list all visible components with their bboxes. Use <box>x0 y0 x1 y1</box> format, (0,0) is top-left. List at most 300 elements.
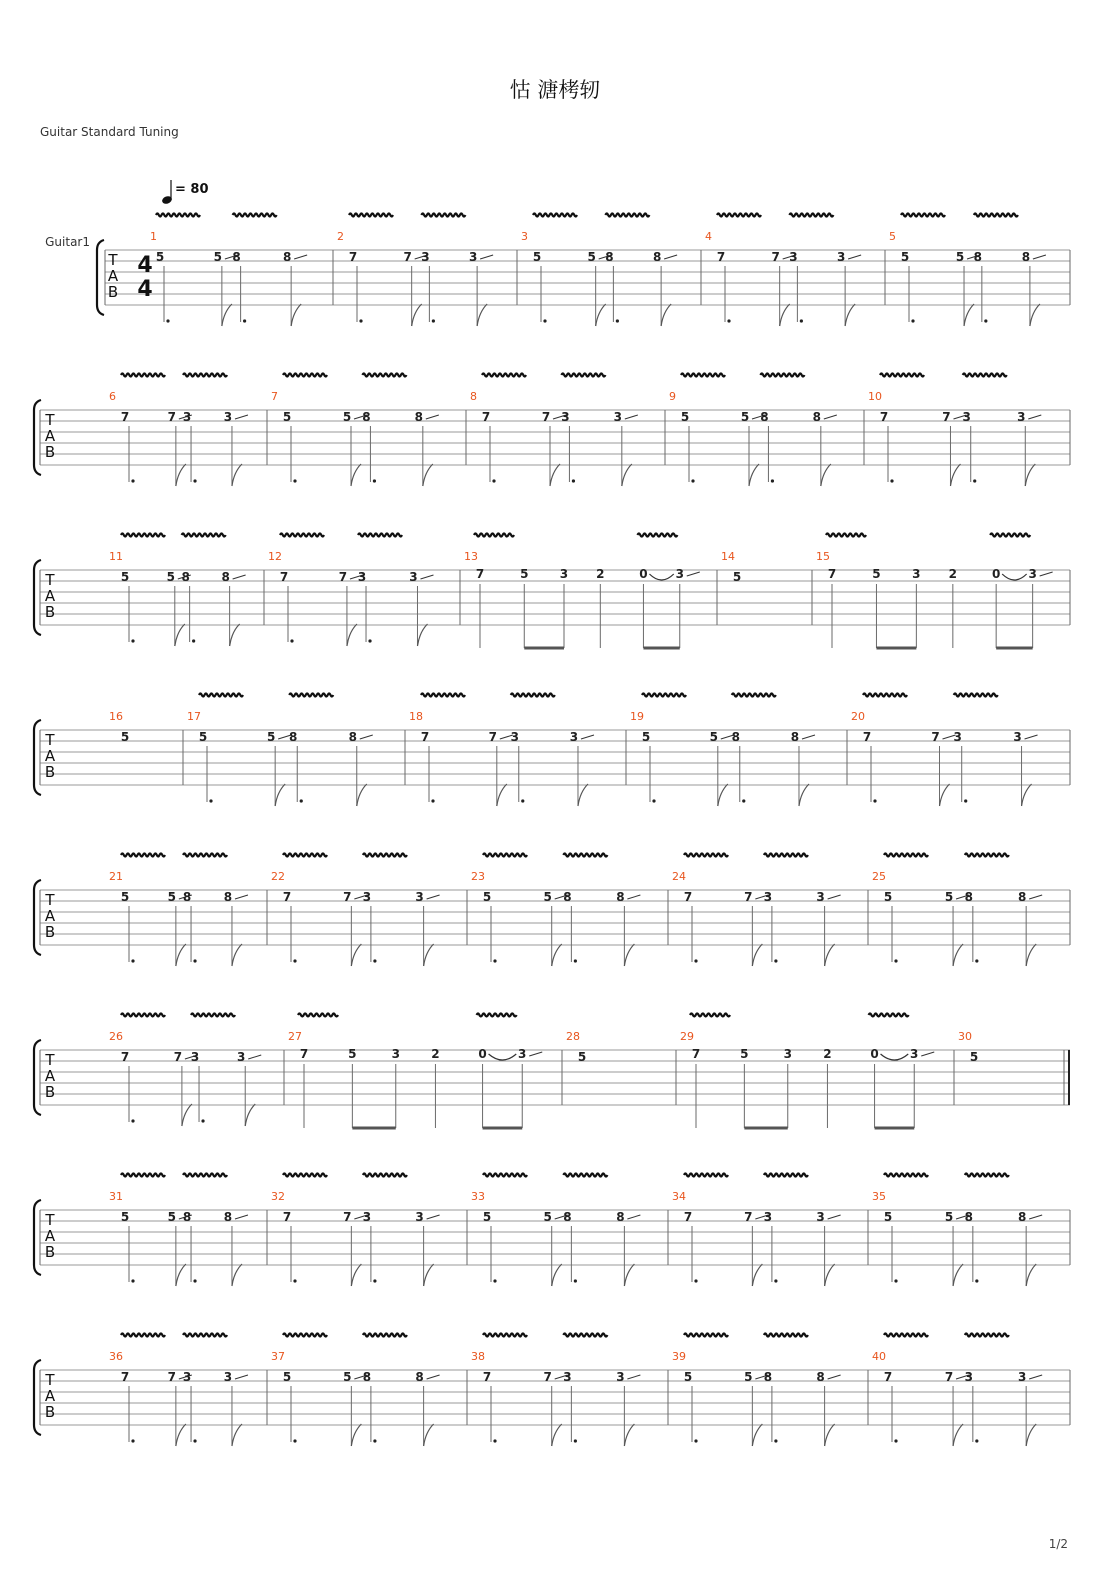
fret-number: 3 <box>1017 410 1026 424</box>
eighth-flag <box>953 944 963 966</box>
fret-number: 7 <box>541 410 551 424</box>
fret-number: 3 <box>518 1047 527 1061</box>
eighth-flag <box>940 784 950 806</box>
fret-number: 8 <box>182 890 192 904</box>
vibrato-mark <box>690 1014 730 1017</box>
measure-number: 34 <box>672 1190 686 1203</box>
fret-number: 5 <box>641 730 651 744</box>
eighth-flag <box>176 1424 186 1446</box>
fret-number: 5 <box>343 1370 352 1384</box>
fret-number: 3 <box>836 250 846 264</box>
fret-number: 7 <box>120 1050 130 1064</box>
tab-clef-letter: A <box>44 1067 56 1085</box>
fret-number: 7 <box>944 1370 954 1384</box>
slide-mark <box>529 1052 542 1056</box>
fret-number: 3 <box>783 1047 792 1061</box>
measure-number: 13 <box>464 550 478 563</box>
slide-mark <box>687 572 700 576</box>
dot-mark <box>975 1279 978 1282</box>
dot-mark <box>293 479 296 482</box>
vibrato-mark <box>764 1174 808 1177</box>
vibrato-mark <box>483 1334 527 1337</box>
eighth-flag <box>1022 784 1032 806</box>
dot-mark <box>771 479 774 482</box>
measure-number: 26 <box>109 1030 123 1043</box>
slide-mark <box>627 895 640 899</box>
fret-number: 5 <box>120 1210 130 1224</box>
fret-number: 7 <box>931 730 940 744</box>
slide-mark <box>1029 1215 1042 1219</box>
eighth-flag <box>176 944 186 966</box>
eighth-flag <box>799 784 809 806</box>
dot-mark <box>964 799 967 802</box>
eighth-flag <box>347 624 357 646</box>
fret-number: 7 <box>282 890 292 904</box>
fret-number: 3 <box>223 1370 233 1384</box>
fret-number: 5 <box>166 570 175 584</box>
fret-number: 3 <box>182 410 192 424</box>
fret-number: 8 <box>563 1210 572 1224</box>
measure-number: 20 <box>851 710 865 723</box>
dot-mark <box>975 959 978 962</box>
dot-mark <box>293 959 296 962</box>
vibrato-mark <box>563 1174 607 1177</box>
slide-mark <box>664 255 677 259</box>
eighth-flag <box>953 1264 963 1286</box>
slide-mark <box>294 255 307 259</box>
fret-number: 7 <box>299 1047 309 1061</box>
tie-arc <box>489 1054 517 1060</box>
fret-number: 3 <box>763 890 773 904</box>
eighth-flag <box>176 464 186 486</box>
fret-number: 5 <box>120 570 130 584</box>
fret-number: 8 <box>1017 890 1027 904</box>
fret-number: 7 <box>744 890 753 904</box>
vibrato-mark <box>511 694 555 697</box>
fret-number: 8 <box>563 890 572 904</box>
measure-number: 37 <box>271 1350 285 1363</box>
measure-number: 25 <box>872 870 886 883</box>
fret-number: 0 <box>478 1047 487 1061</box>
measure-number: 19 <box>630 710 644 723</box>
fret-number: 3 <box>953 730 962 744</box>
fret-number: 5 <box>198 730 208 744</box>
dot-mark <box>652 799 655 802</box>
staff-system-4 <box>34 720 1070 802</box>
vibrato-mark <box>121 534 165 537</box>
fret-number: 5 <box>740 410 750 424</box>
vibrato-mark <box>483 854 527 857</box>
fret-number: 7 <box>482 1370 492 1384</box>
vibrato-mark <box>349 214 393 217</box>
fret-number: 8 <box>181 570 190 584</box>
eighth-flag <box>624 944 634 966</box>
fret-number: 3 <box>1017 1370 1027 1384</box>
vibrato-mark <box>990 534 1030 537</box>
measure-number: 11 <box>109 550 123 563</box>
tab-clef-letter: B <box>44 1243 56 1261</box>
vibrato-mark <box>684 854 728 857</box>
measure-number: 31 <box>109 1190 123 1203</box>
tempo-marking: = 80 <box>175 182 209 197</box>
fret-number: 7 <box>120 1370 130 1384</box>
tab-clef-letter: B <box>44 923 56 941</box>
vibrato-mark <box>684 1334 728 1337</box>
dot-mark <box>742 799 745 802</box>
fret-number: 7 <box>282 1210 292 1224</box>
dot-mark <box>131 959 134 962</box>
slide-mark <box>427 895 440 899</box>
dot-mark <box>493 1439 496 1442</box>
vibrato-mark <box>121 1014 165 1017</box>
time-signature-top: 4 <box>137 253 153 278</box>
eighth-flag <box>578 784 588 806</box>
fret-number: 3 <box>421 250 430 264</box>
fret-number: 8 <box>964 890 974 904</box>
tab-clef-letter: A <box>44 747 56 765</box>
fret-number: 5 <box>155 250 165 264</box>
fret-number: 5 <box>213 250 223 264</box>
dot-mark <box>373 479 376 482</box>
dot-mark <box>166 319 169 322</box>
fret-number: 7 <box>343 1210 352 1224</box>
fret-number: 5 <box>732 570 742 584</box>
fret-number: 5 <box>167 890 177 904</box>
slide-mark <box>235 415 248 419</box>
vibrato-mark <box>283 1334 327 1337</box>
dot-mark <box>373 1439 376 1442</box>
vibrato-mark <box>963 374 1007 377</box>
vibrato-mark <box>561 374 605 377</box>
measure-number: 3 <box>521 230 528 243</box>
measure-number: 40 <box>872 1350 886 1363</box>
fret-number: 8 <box>223 1210 233 1224</box>
vibrato-mark <box>474 534 514 537</box>
measure-number: 12 <box>268 550 282 563</box>
fret-number: 5 <box>744 1370 753 1384</box>
dot-mark <box>574 959 577 962</box>
vibrato-mark <box>121 854 165 857</box>
fret-number: 8 <box>362 410 371 424</box>
vibrato-mark <box>283 1174 327 1177</box>
eighth-flag <box>1025 464 1035 486</box>
fret-number: 3 <box>190 1050 200 1064</box>
dot-mark <box>975 1439 978 1442</box>
fret-number: 5 <box>969 1050 979 1064</box>
measure-number: 14 <box>721 550 735 563</box>
fret-number: 7 <box>883 1370 893 1384</box>
fret-number: 7 <box>120 410 130 424</box>
fret-number: 8 <box>652 250 662 264</box>
eighth-flag <box>357 784 367 806</box>
measure-number: 39 <box>672 1350 686 1363</box>
fret-number: 3 <box>816 890 825 904</box>
eighth-flag <box>550 464 560 486</box>
dot-mark <box>574 1439 577 1442</box>
staff-system-1 <box>97 240 1070 322</box>
measure-number: 4 <box>705 230 712 243</box>
eighth-flag <box>245 1104 255 1126</box>
fret-number: 7 <box>691 1047 701 1061</box>
vibrato-mark <box>863 694 907 697</box>
fret-number: 3 <box>223 410 233 424</box>
fret-number: 7 <box>716 250 726 264</box>
vibrato-mark <box>482 374 526 377</box>
dot-mark <box>572 479 575 482</box>
eighth-flag <box>825 1264 835 1286</box>
fret-number: 5 <box>883 890 893 904</box>
tab-clef-letter: B <box>107 283 119 301</box>
fret-number: 8 <box>221 570 230 584</box>
fret-number: 8 <box>731 730 740 744</box>
dot-mark <box>432 319 435 322</box>
eighth-flag <box>825 1424 835 1446</box>
vibrato-mark <box>764 1334 808 1337</box>
eighth-flag <box>232 1424 242 1446</box>
vibrato-mark <box>283 854 327 857</box>
slide-mark <box>420 575 433 579</box>
eighth-flag <box>424 944 434 966</box>
eighth-flag <box>222 304 232 326</box>
measure-number: 38 <box>471 1350 485 1363</box>
fret-number: 7 <box>348 250 358 264</box>
eighth-flag <box>497 784 507 806</box>
fret-number: 3 <box>616 1370 625 1384</box>
eighth-flag <box>351 1264 361 1286</box>
eighth-flag <box>780 304 790 326</box>
dot-mark <box>800 319 803 322</box>
tab-clef-letter: T <box>108 251 118 269</box>
fret-number: 5 <box>543 1210 552 1224</box>
fret-number: 5 <box>944 1210 954 1224</box>
fret-number: 7 <box>543 1370 552 1384</box>
dot-mark <box>774 1279 777 1282</box>
fret-number: 7 <box>420 730 430 744</box>
fret-number: 2 <box>596 567 605 581</box>
vibrato-mark <box>974 214 1018 217</box>
eighth-flag <box>749 464 759 486</box>
eighth-flag <box>417 624 427 646</box>
slide-mark <box>828 1375 841 1379</box>
vibrato-mark <box>563 1334 607 1337</box>
eighth-flag <box>176 1264 186 1286</box>
vibrato-mark <box>477 1014 517 1017</box>
fret-number: 7 <box>744 1210 753 1224</box>
fret-number: 3 <box>763 1210 773 1224</box>
fret-number: 8 <box>362 1370 372 1384</box>
measure-number: 1 <box>150 230 157 243</box>
tab-clef-letter: T <box>45 731 55 749</box>
slide-mark <box>627 1375 640 1379</box>
tab-clef-letter: T <box>45 1211 55 1229</box>
vibrato-mark <box>233 214 277 217</box>
vibrato-mark <box>732 694 776 697</box>
dot-mark <box>492 479 495 482</box>
eighth-flag <box>1026 1424 1036 1446</box>
vibrato-mark <box>121 1334 165 1337</box>
tab-clef-letter: T <box>45 571 55 589</box>
fret-number: 3 <box>912 567 921 581</box>
fret-number: 5 <box>709 730 718 744</box>
fret-number: 8 <box>605 250 614 264</box>
eighth-flag <box>845 304 855 326</box>
fret-number: 8 <box>414 410 423 424</box>
measure-number: 10 <box>868 390 882 403</box>
fret-number: 0 <box>991 567 1001 581</box>
fret-number: 7 <box>343 890 352 904</box>
dot-mark <box>192 639 195 642</box>
dot-mark <box>543 319 546 322</box>
fret-number: 5 <box>680 410 690 424</box>
fret-number: 3 <box>1013 730 1022 744</box>
vibrato-mark <box>362 374 406 377</box>
eighth-flag <box>232 1264 242 1286</box>
eighth-flag <box>821 464 831 486</box>
fret-number: 2 <box>948 567 958 581</box>
vibrato-mark <box>684 1174 728 1177</box>
slide-mark <box>427 1375 440 1379</box>
vibrato-mark <box>637 534 677 537</box>
dot-mark <box>193 1279 196 1282</box>
eighth-flag <box>351 944 361 966</box>
tab-clef-letter: B <box>44 443 56 461</box>
dot-mark <box>293 1439 296 1442</box>
dot-mark <box>894 1279 897 1282</box>
fret-number: 7 <box>481 410 491 424</box>
dot-mark <box>131 1279 134 1282</box>
tab-clef-letter: T <box>45 891 55 909</box>
fret-number: 3 <box>415 1210 424 1224</box>
vibrato-mark <box>191 1014 235 1017</box>
vibrato-mark <box>681 374 725 377</box>
fret-number: 3 <box>962 410 971 424</box>
fret-number: 5 <box>482 890 492 904</box>
slide-mark <box>235 1375 248 1379</box>
fret-number: 5 <box>955 250 965 264</box>
vibrato-mark <box>826 534 866 537</box>
tab-clef-letter: B <box>44 1083 56 1101</box>
fret-number: 3 <box>569 730 579 744</box>
measure-number: 28 <box>566 1030 580 1043</box>
slide-mark <box>1028 415 1041 419</box>
measure-number: 17 <box>187 710 201 723</box>
tab-clef-letter: A <box>44 427 56 445</box>
vibrato-mark <box>283 374 327 377</box>
fret-number: 3 <box>789 250 798 264</box>
tab-clef-letter: A <box>44 1387 56 1405</box>
fret-number: 5 <box>900 250 910 264</box>
eighth-flag <box>291 304 301 326</box>
fret-number: 7 <box>488 730 497 744</box>
vibrato-mark <box>884 854 928 857</box>
fret-number: 3 <box>362 890 372 904</box>
fret-number: 7 <box>173 1050 183 1064</box>
vibrato-mark <box>717 214 761 217</box>
fret-number: 3 <box>237 1050 246 1064</box>
slide-mark <box>828 895 841 899</box>
vibrato-mark <box>965 1174 1009 1177</box>
tab-clef-letter: B <box>44 763 56 781</box>
vibrato-mark <box>199 694 243 697</box>
eighth-flag <box>596 304 606 326</box>
tab-clef-letter: A <box>107 267 119 285</box>
measure-number: 21 <box>109 870 123 883</box>
dot-mark <box>616 319 619 322</box>
measure-number: 33 <box>471 1190 485 1203</box>
measure-number: 8 <box>470 390 477 403</box>
tuning-label: Guitar Standard Tuning <box>40 125 179 139</box>
fret-number: 5 <box>883 1210 893 1224</box>
slide-mark <box>235 895 248 899</box>
measure-number: 15 <box>816 550 830 563</box>
eighth-flag <box>477 304 487 326</box>
fret-number: 8 <box>348 730 357 744</box>
eighth-flag <box>964 304 974 326</box>
fret-number: 8 <box>763 1370 773 1384</box>
eighth-flag <box>752 1264 762 1286</box>
slide-mark <box>828 1215 841 1219</box>
fret-number: 5 <box>282 1370 292 1384</box>
eighth-flag <box>412 304 422 326</box>
fret-number: 5 <box>482 1210 492 1224</box>
measure-number: 16 <box>109 710 123 723</box>
vibrato-mark <box>642 694 686 697</box>
vibrato-mark <box>483 1174 527 1177</box>
dot-mark <box>521 799 524 802</box>
dot-mark <box>373 1279 376 1282</box>
dot-mark <box>131 479 134 482</box>
fret-number: 5 <box>120 890 130 904</box>
vibrato-mark <box>764 854 808 857</box>
fret-number: 7 <box>338 570 348 584</box>
slide-mark <box>235 1215 248 1219</box>
vibrato-mark <box>363 1334 407 1337</box>
slide-mark <box>1029 1375 1042 1379</box>
eighth-flag <box>232 464 242 486</box>
dot-mark <box>911 319 914 322</box>
fret-number: 7 <box>475 567 485 581</box>
fret-number: 7 <box>942 410 951 424</box>
fret-number: 3 <box>910 1047 919 1061</box>
fret-number: 7 <box>827 567 837 581</box>
eighth-flag <box>552 944 562 966</box>
fret-number: 5 <box>577 1050 587 1064</box>
slide-mark <box>248 1055 261 1059</box>
slide-mark <box>1025 735 1038 739</box>
vibrato-mark <box>280 534 324 537</box>
eighth-flag <box>182 1104 192 1126</box>
vibrato-mark <box>121 1174 165 1177</box>
page-number: 1/2 <box>1048 1537 1068 1551</box>
eighth-flag <box>624 1264 634 1286</box>
dot-mark <box>873 799 876 802</box>
fret-number: 2 <box>823 1047 832 1061</box>
dot-mark <box>131 639 134 642</box>
eighth-flag <box>752 1424 762 1446</box>
tab-clef-letter: T <box>45 1371 55 1389</box>
slide-mark <box>427 1215 440 1219</box>
fret-number: 5 <box>872 567 881 581</box>
dot-mark <box>193 479 196 482</box>
dot-mark <box>131 1439 134 1442</box>
dot-mark <box>300 799 303 802</box>
vibrato-mark <box>563 854 607 857</box>
measure-number: 6 <box>109 390 116 403</box>
measure-number: 9 <box>669 390 676 403</box>
eighth-flag <box>552 1264 562 1286</box>
slide-mark <box>480 255 493 259</box>
fret-number: 8 <box>1021 250 1031 264</box>
